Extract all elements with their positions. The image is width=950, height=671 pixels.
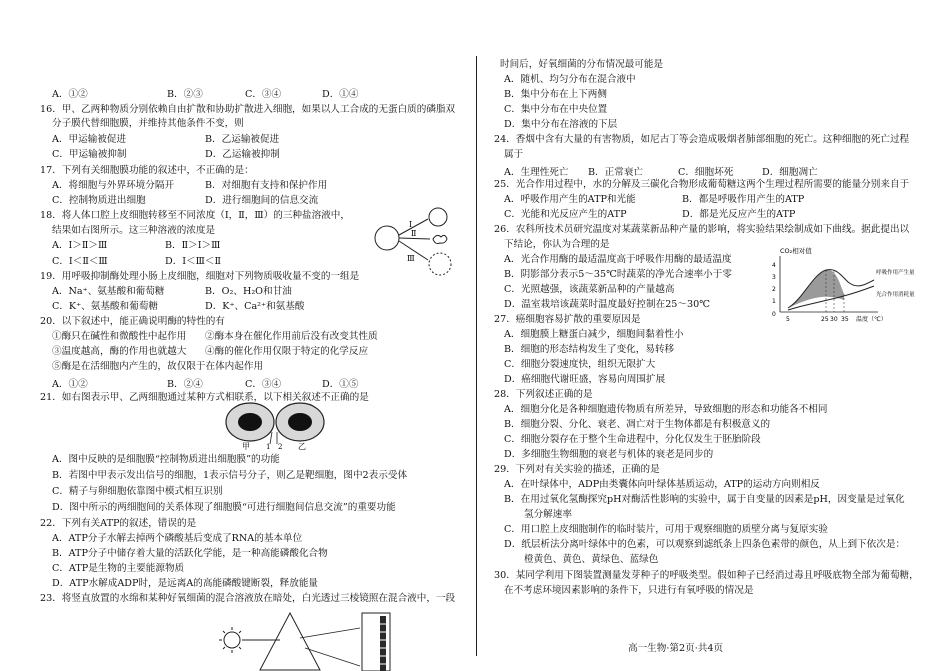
statement-2: ②酶本身在催化作用前后没有改变其性质 — [205, 331, 378, 342]
option-c: C．集中分布在中央位置 — [504, 104, 608, 115]
question-stem: 21．如右图表示甲、乙两细胞通过某种方式相联系，以下相关叙述不正确的是 — [40, 392, 369, 403]
label-2: Ⅱ — [411, 229, 417, 238]
algae-filament — [380, 616, 386, 671]
y-tick-2: 2 — [772, 286, 776, 293]
option-b: B．集中分布在上下两侧 — [504, 89, 607, 100]
option-b: B．在用过氧化氢酶探究pH对酶活性影响的实验中，属于自变量的因素是pH，因变量是过氧化 — [504, 494, 905, 505]
question-stem: 20．以下叙述中，能正确说明酶的特性的有 — [40, 316, 225, 327]
option-a: A．①② — [52, 379, 88, 390]
prism — [260, 613, 320, 670]
question-stem: 时间后，好氧细菌的分布情况最可能是 — [500, 59, 664, 70]
x-tick-30: 30 — [830, 316, 838, 323]
column-divider — [476, 56, 477, 656]
cell-swollen — [429, 253, 451, 275]
x-tick-5: 5 — [786, 316, 790, 323]
question-stem: 27．癌细胞容易扩散的重要原因是 — [494, 314, 641, 325]
option-a: A．Ⅰ＞Ⅱ＞Ⅲ — [52, 240, 108, 251]
original-cell — [375, 226, 399, 250]
option-c: C．光照越强，该蔬菜新品种的产量越高 — [504, 284, 675, 295]
cell-osmosis-figure — [345, 206, 460, 276]
y-tick-1: 1 — [772, 298, 776, 305]
question-stem: 24．香烟中含有大量的有害物质，如尼古丁等会造成吸烟者肺部细胞的死亡。这种细胞的死亡过程 — [494, 134, 910, 145]
statement-3: ③温度越高，酶的作用也就越大 — [52, 346, 187, 357]
question-stem: 分子膜代替细胞膜，并维持其他条件不变，则 — [52, 118, 244, 129]
cell-shrunk — [433, 235, 447, 243]
label-2: 2 — [278, 443, 283, 450]
nucleus-jia — [238, 413, 262, 431]
option-d-cont: 橙黄色、黄色、黄绿色、蓝绿色 — [524, 554, 659, 565]
question-stem: 30．某同学利用下图装置测量发芽种子的呼吸类型。假如种子已经消过毒且呼吸底物全部为葡萄糖， — [494, 570, 919, 581]
option-b: B．O₂、H₂O和甘油 — [205, 286, 292, 297]
temperature-co2-chart — [758, 244, 920, 326]
y-axis-label: CO₂相对值 — [780, 247, 812, 255]
option-a: A．①② — [52, 89, 88, 100]
legend-respiration: 呼吸作用产生量 — [876, 270, 915, 276]
option-a: A．图中反映的是细胞膜“控制物质进出细胞膜”的功能 — [52, 454, 280, 465]
option-d: D．Ⅰ＜Ⅲ＜Ⅱ — [165, 256, 222, 267]
option-c: C．细胞坏死 — [678, 167, 734, 178]
question-stem: 下结论，你认为合理的是 — [504, 239, 610, 250]
option-d: D．纸层析法分离叶绿体中的色素，可以观察到滤纸条上四条色素带的颜色，从上到下依次是： — [504, 539, 906, 550]
prism-experiment-figure — [210, 608, 460, 671]
option-d: D．乙运输被抑制 — [205, 149, 280, 160]
option-c: C．细胞分裂速度快，组织无限扩大 — [504, 359, 656, 370]
option-c: C．精子与卵细胞依靠图中模式相互识别 — [52, 486, 223, 497]
label-1: Ⅰ — [409, 220, 413, 229]
option-b: B．正常衰亡 — [588, 167, 644, 178]
question-stem: 28．下列叙述正确的是 — [494, 389, 593, 400]
y-tick-0: 0 — [772, 311, 776, 318]
label-3: Ⅲ — [407, 254, 415, 263]
option-c: C．K⁺、氨基酸和葡萄糖 — [52, 301, 158, 312]
option-b: B．细胞分裂、分化、衰老、凋亡对于生物体都是有积极意义的 — [504, 419, 771, 430]
option-a: A．随机、均匀分布在混合液中 — [504, 74, 636, 85]
question-stem: 属于 — [504, 149, 524, 160]
y-tick-4: 4 — [772, 262, 776, 269]
y-tick-3: 3 — [772, 274, 776, 281]
option-c: C．控制物质进出细胞 — [52, 195, 146, 206]
statement-5: ⑤酶是在活细胞内产生的，故仅限于在体内起作用 — [52, 361, 264, 372]
option-c: C．细胞分裂存在于整个生命进程中，分化仅发生于胚胎阶段 — [504, 434, 761, 445]
option-b: B．②④ — [167, 379, 203, 390]
question-stem: 25．光合作用过程中，水的分解及三碳化合物形成葡萄糖这两个生理过程所需要的能量分别来自于 — [494, 179, 910, 190]
question-stem: 22．下列有关ATP的叙述，错误的是 — [40, 518, 197, 529]
question-stem: 29．下列对有关实验的描述，正确的是 — [494, 464, 660, 475]
option-d: D．K⁺、Ca²⁺和氨基酸 — [205, 301, 305, 312]
label-1: 1 — [266, 443, 271, 450]
option-a: A．ATP分子水解去掉两个磷酸基后变成了RNA的基本单位 — [52, 533, 303, 544]
spectrum-ray-top — [300, 628, 360, 638]
cell-normal — [429, 208, 447, 226]
question-stem: 16．甲、乙两种物质分别依赖自由扩散和协助扩散进入细胞，如果以人工合成的无蛋白质的磷脂双 — [40, 104, 456, 115]
nucleus-yi — [288, 413, 312, 431]
option-b-cont: 氢分解速率 — [524, 509, 572, 520]
option-d: D．①④ — [322, 89, 359, 100]
option-d: D．集中分布在溶液的下层 — [504, 119, 618, 130]
option-a: A．在叶绿体中，ADP由类囊体向叶绿体基质运动，ATP的运动方向则相反 — [504, 479, 820, 490]
question-stem: 18．将人体口腔上皮细胞转移至不同浓度（Ⅰ，Ⅱ，Ⅲ）的三种盐溶液中， — [40, 210, 350, 221]
option-a: A．光合作用酶的最适温度高于呼吸作用酶的最适温度 — [504, 254, 732, 265]
option-b: B．Ⅱ＞Ⅰ＞Ⅲ — [165, 240, 221, 251]
option-b: B．乙运输被促进 — [205, 134, 280, 145]
option-c: C．③④ — [245, 89, 282, 100]
x-axis-label: 温度（℃） — [856, 316, 887, 323]
option-a: A．呼吸作用产生的ATP和光能 — [504, 194, 636, 205]
option-d: D．细胞凋亡 — [762, 167, 818, 178]
option-d: D．①⑤ — [322, 379, 359, 390]
option-b: B．阴影部分表示5～35℃时蔬菜的净光合速率小于零 — [504, 269, 732, 280]
statement-4: ④酶的催化作用仅限于特定的化学反应 — [205, 346, 369, 357]
legend-photosynthesis: 光合作用消耗量 — [876, 292, 915, 298]
option-b: B．对细胞有支持和保护作用 — [205, 180, 328, 191]
cell-signaling-figure — [220, 400, 340, 450]
option-a: A．甲运输被促进 — [52, 134, 127, 145]
option-a: A．Na⁺、氨基酸和葡萄糖 — [52, 286, 165, 297]
option-c: C．ATP是生物的主要能源物质 — [52, 563, 185, 574]
option-d: D．多细胞生物细胞的衰老与机体的衰老是同步的 — [504, 449, 714, 460]
x-tick-35: 35 — [841, 316, 849, 323]
question-stem: 在不考虑环境因素影响的条件下，只进行有氧呼吸的情况是 — [504, 585, 754, 596]
option-d: D．进行细胞间的信息交流 — [205, 195, 319, 206]
statement-1: ①酶只在碱性和微酸性中起作用 — [52, 331, 187, 342]
question-stem: 19．用呼吸抑制酶处理小肠上皮细胞，细胞对下列物质吸收量不变的一组是 — [40, 271, 360, 282]
option-b: B．②③ — [167, 89, 203, 100]
question-stem: 17．下列有关细胞膜功能的叙述中，不正确的是： — [40, 165, 254, 176]
label-yi: 乙 — [298, 442, 306, 450]
option-b: B．若图中甲表示发出信号的细胞，1表示信号分子，则乙是靶细胞，图中2表示受体 — [52, 470, 408, 481]
option-d: D．图中所示的两细胞间的关系体现了细胞膜“可进行细胞间信息交流”的重要功能 — [52, 502, 396, 513]
label-jia: 甲 — [242, 442, 250, 450]
sun-icon — [219, 627, 245, 653]
arrow-2 — [399, 238, 430, 239]
option-a: A．细胞膜上糖蛋白减少，细胞间黏着性小 — [504, 329, 684, 340]
question-stem: 23．将竖直放置的水绵和某种好氧细菌的混合溶液放在暗处，白光透过三棱镜照在混合液中，一段 — [40, 593, 456, 604]
option-d: D．ATP水解成ADP时，是远离A的高能磷酸键断裂，释放能量 — [52, 578, 319, 589]
option-a: A．将细胞与外界环境分隔开 — [52, 180, 175, 191]
option-b: B．都是呼吸作用产生的ATP — [682, 194, 805, 205]
option-d: D．癌细胞代谢旺盛，容易向周围扩展 — [504, 374, 666, 385]
option-a: A．细胞分化是各种细胞遗传物质有所差异，导致细胞的形态和功能各不相同 — [504, 404, 828, 415]
page-footer: 高一生物·第2页·共4页 — [628, 643, 724, 654]
option-a: A．生理性死亡 — [504, 167, 569, 178]
option-b: B．细胞的形态结构发生了变化，易转移 — [504, 344, 675, 355]
option-c: C．Ⅰ＜Ⅱ＜Ⅲ — [52, 256, 108, 267]
option-c: C．用口腔上皮细胞制作的临时装片，可用于观察细胞的质壁分离与复原实验 — [504, 524, 828, 535]
question-stem: 26．农科所技术员研究温度对某蔬菜新品种产量的影响，将实验结果绘制成如下曲线。据此提出以 — [494, 224, 910, 235]
option-d: D．都是光反应产生的ATP — [682, 209, 796, 220]
option-c: C．甲运输被抑制 — [52, 149, 127, 160]
option-b: B．ATP分子中储存着大量的活跃化学能，是一种高能磷酸化合物 — [52, 548, 328, 559]
option-c: C．光能和光反应产生的ATP — [504, 209, 627, 220]
option-d: D．温室栽培该蔬菜时温度最好控制在25～30℃ — [504, 299, 710, 310]
option-c: C．③④ — [245, 379, 282, 390]
x-tick-25: 25 — [821, 316, 829, 323]
question-stem: 结果如右图所示。这三种溶液的浓度是 — [52, 225, 216, 236]
